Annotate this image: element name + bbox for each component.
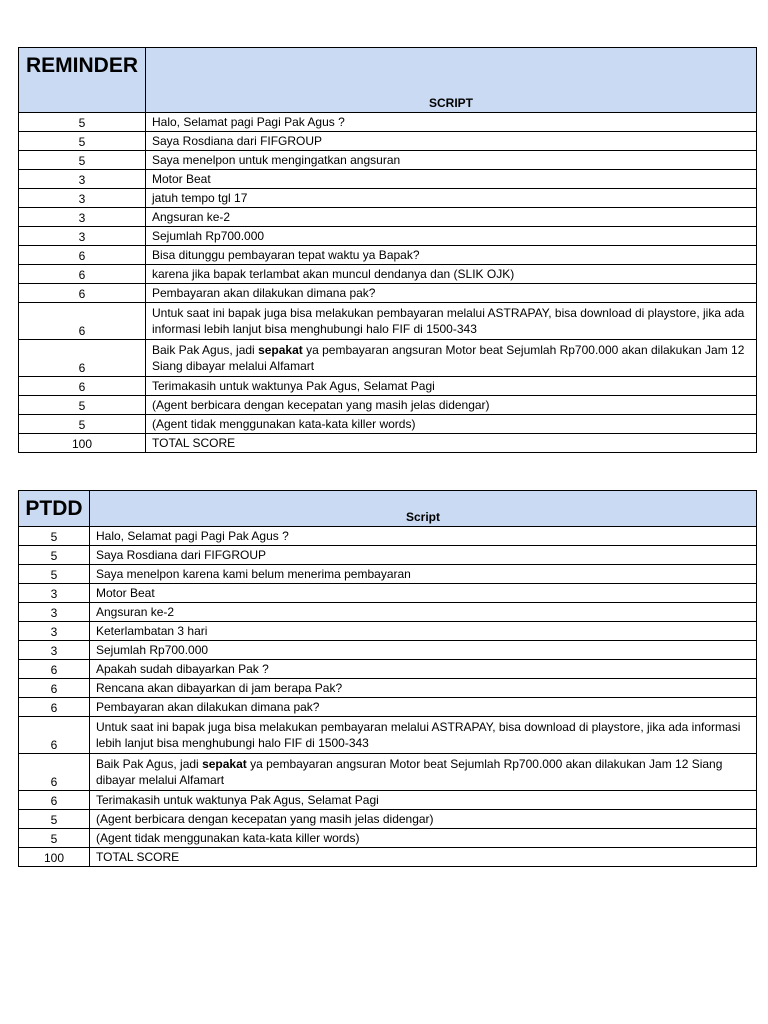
script-text-bold: sepakat [258, 343, 303, 357]
score-cell: 6 [19, 754, 90, 791]
score-cell: 5 [19, 810, 90, 829]
table-row [19, 340, 757, 377]
script-cell: (Agent berbicara dengan kecepatan yang masih jelas didengar) [90, 810, 757, 829]
ptdd-rows [19, 527, 757, 867]
table-row [19, 265, 757, 284]
total-score-cell: 100 [19, 434, 146, 453]
script-text-post: ya pembayaran angsuran Motor beat Sejumlah Rp700.000 akan dilakukan Jam 12 Siang dibayar melalui Alfamart [96, 757, 723, 787]
table-row [19, 189, 757, 208]
reminder-script-header: SCRIPT [146, 48, 757, 113]
score-cell: 6 [19, 660, 90, 679]
table-row [19, 132, 757, 151]
script-cell: Halo, Selamat pagi Pagi Pak Agus ? [90, 527, 757, 546]
script-cell [90, 754, 757, 791]
table-row [19, 303, 757, 340]
total-label-cell: TOTAL SCORE [90, 848, 757, 867]
total-label-cell: TOTAL SCORE [146, 434, 757, 453]
score-cell: 3 [19, 622, 90, 641]
score-cell: 6 [19, 679, 90, 698]
script-cell: jatuh tempo tgl 17 [146, 189, 757, 208]
table-row [19, 377, 757, 396]
score-cell: 6 [19, 698, 90, 717]
script-cell: (Agent berbicara dengan kecepatan yang masih jelas didengar) [146, 396, 757, 415]
table-row [19, 603, 757, 622]
table-row [19, 565, 757, 584]
table-row [19, 754, 757, 791]
script-cell: Halo, Selamat pagi Pagi Pak Agus ? [146, 113, 757, 132]
script-cell: Sejumlah Rp700.000 [146, 227, 757, 246]
table-row [19, 113, 757, 132]
reminder-rows [19, 113, 757, 453]
script-cell: Rencana akan dibayarkan di jam berapa Pak? [90, 679, 757, 698]
ptdd-table [18, 490, 757, 867]
script-cell: Terimakasih untuk waktunya Pak Agus, Selamat Pagi [90, 791, 757, 810]
score-cell: 3 [19, 641, 90, 660]
table-row [19, 584, 757, 603]
script-cell: Terimakasih untuk waktunya Pak Agus, Selamat Pagi [146, 377, 757, 396]
script-cell: Motor Beat [146, 170, 757, 189]
table-row [19, 527, 757, 546]
script-cell: Sejumlah Rp700.000 [90, 641, 757, 660]
score-cell: 3 [19, 584, 90, 603]
script-cell: Saya Rosdiana dari FIFGROUP [146, 132, 757, 151]
score-cell: 5 [19, 396, 146, 415]
script-cell: Angsuran ke-2 [146, 208, 757, 227]
score-cell: 3 [19, 170, 146, 189]
script-cell: Pembayaran akan dilakukan dimana pak? [90, 698, 757, 717]
script-cell: karena jika bapak terlambat akan muncul dendanya dan (SLIK OJK) [146, 265, 757, 284]
script-text-bold: sepakat [202, 757, 247, 771]
score-cell: 3 [19, 208, 146, 227]
script-cell: Bisa ditunggu pembayaran tepat waktu ya Bapak? [146, 246, 757, 265]
script-cell: Motor Beat [90, 584, 757, 603]
table-row [19, 246, 757, 265]
score-cell: 6 [19, 377, 146, 396]
total-row [19, 848, 757, 867]
script-cell: Saya Rosdiana dari FIFGROUP [90, 546, 757, 565]
score-cell: 6 [19, 246, 146, 265]
script-cell: Saya menelpon karena kami belum menerima pembayaran [90, 565, 757, 584]
table-row [19, 396, 757, 415]
score-cell: 5 [19, 132, 146, 151]
score-cell: 5 [19, 113, 146, 132]
script-cell [146, 340, 757, 377]
script-cell: Untuk saat ini bapak juga bisa melakukan pembayaran melalui ASTRAPAY, bisa download di playstore, jika ada informasi lebih lanjut bisa menghubungi halo FIF di 1500-343 [146, 303, 757, 340]
table-row [19, 829, 757, 848]
table-row [19, 717, 757, 754]
score-cell: 3 [19, 189, 146, 208]
script-cell: Keterlambatan 3 hari [90, 622, 757, 641]
score-cell: 5 [19, 546, 90, 565]
script-cell: Untuk saat ini bapak juga bisa melakukan pembayaran melalui ASTRAPAY, bisa download di playstore, jika ada informasi lebih lanjut bisa menghubungi halo FIF di 1500-343 [90, 717, 757, 754]
script-cell: Angsuran ke-2 [90, 603, 757, 622]
table-row [19, 810, 757, 829]
table-row [19, 660, 757, 679]
script-text-pre: Baik Pak Agus, jadi [152, 343, 259, 357]
table-row [19, 698, 757, 717]
table-row [19, 151, 757, 170]
ptdd-header-row [19, 491, 757, 527]
score-cell: 6 [19, 303, 146, 340]
table-row [19, 284, 757, 303]
table-row [19, 415, 757, 434]
score-cell: 3 [19, 603, 90, 622]
script-cell: Saya menelpon untuk mengingatkan angsuran [146, 151, 757, 170]
score-cell: 5 [19, 151, 146, 170]
reminder-title: REMINDER [19, 48, 146, 113]
table-row [19, 791, 757, 810]
script-cell: Apakah sudah dibayarkan Pak ? [90, 660, 757, 679]
score-cell: 6 [19, 791, 90, 810]
table-row [19, 227, 757, 246]
score-cell: 5 [19, 527, 90, 546]
score-cell: 6 [19, 340, 146, 377]
ptdd-script-header: Script [90, 491, 757, 527]
table-row [19, 641, 757, 660]
score-cell: 5 [19, 415, 146, 434]
table-row [19, 622, 757, 641]
score-cell: 5 [19, 829, 90, 848]
score-cell: 5 [19, 565, 90, 584]
script-cell: Pembayaran akan dilakukan dimana pak? [146, 284, 757, 303]
total-score-cell: 100 [19, 848, 90, 867]
table-row [19, 170, 757, 189]
reminder-table [18, 47, 757, 453]
score-cell: 3 [19, 227, 146, 246]
score-cell: 6 [19, 284, 146, 303]
score-cell: 6 [19, 265, 146, 284]
table-row [19, 679, 757, 698]
table-row [19, 208, 757, 227]
reminder-header-row [19, 48, 757, 113]
table-row [19, 546, 757, 565]
script-text-post: ya pembayaran angsuran Motor beat Sejumlah Rp700.000 akan dilakukan Jam 12 Siang dibayar melalui Alfamart [152, 343, 745, 373]
script-cell: (Agent tidak menggunakan kata-kata killer words) [146, 415, 757, 434]
ptdd-title: PTDD [19, 491, 90, 527]
total-row [19, 434, 757, 453]
script-cell: (Agent tidak menggunakan kata-kata killer words) [90, 829, 757, 848]
score-cell: 6 [19, 717, 90, 754]
script-text-pre: Baik Pak Agus, jadi [96, 757, 203, 771]
